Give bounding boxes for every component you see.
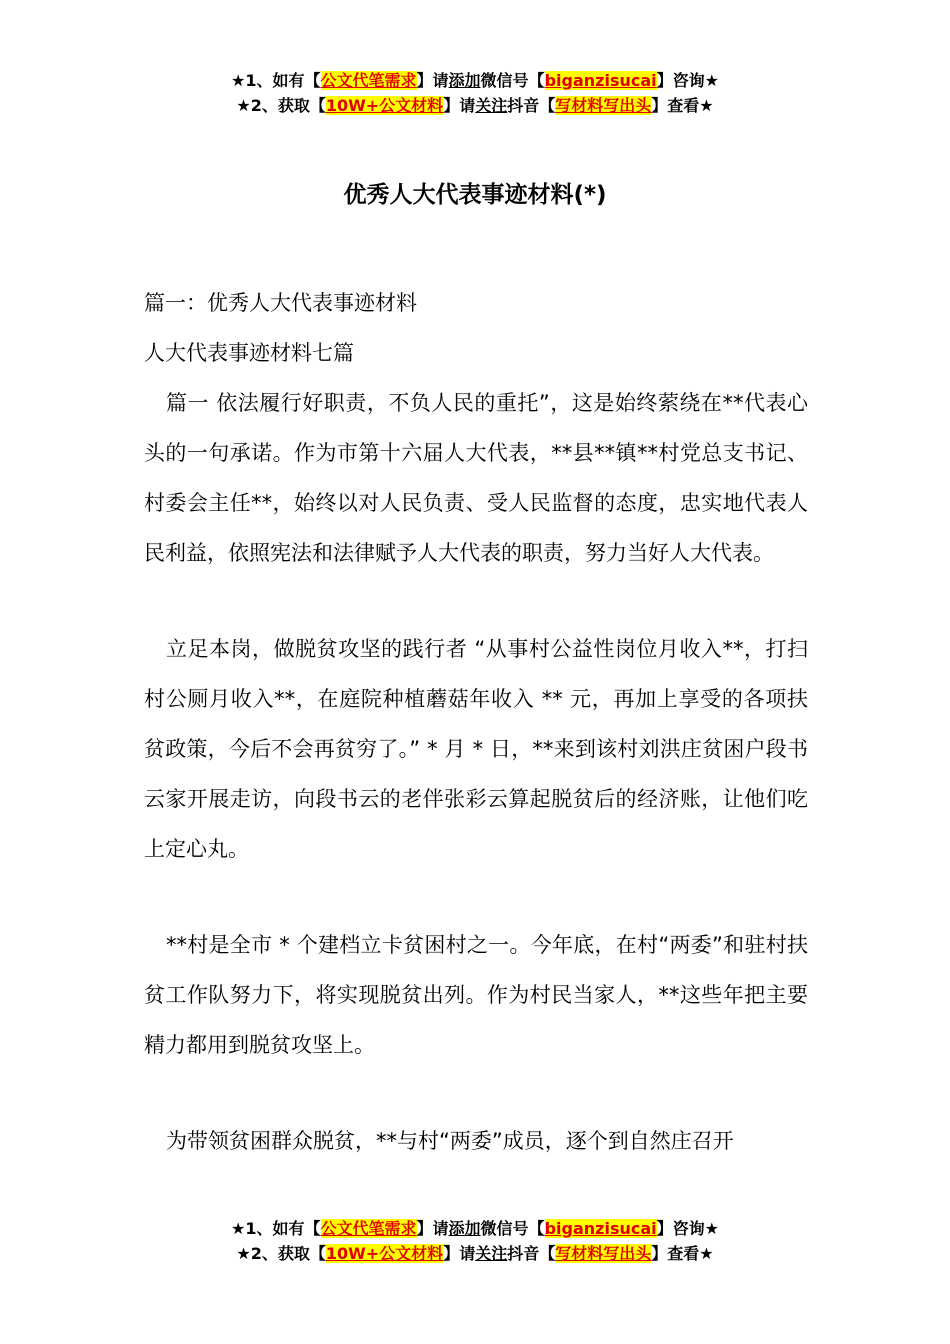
promo-text: 】请: [416, 1219, 449, 1238]
promo-emphasis: 添加: [448, 71, 481, 90]
promo-highlight: biganzisucai: [544, 1219, 657, 1238]
promo-highlight: biganzisucai: [544, 71, 657, 90]
promo-highlight: 公文代笔需求: [320, 71, 417, 90]
section-heading: 篇一：优秀人大代表事迹材料: [144, 291, 417, 315]
document-title: 优秀人大代表事迹材料(*): [343, 182, 607, 208]
promo-text: 抖音【: [507, 1244, 556, 1263]
document-body: [144, 278, 808, 1166]
promo-emphasis: 添加: [448, 1219, 481, 1238]
promo-text: ★1、如有【: [231, 1219, 321, 1238]
promo-line-1: [0, 1216, 950, 1241]
promo-highlight: 写材料写出头: [555, 96, 652, 115]
body-paragraph: 立足本岗，做脱贫攻坚的践行者 “从事村公益性岗位月收入**，打扫村公厕月收入**，在庭院种植蘑菇年收入 ** 元，再加上享受的各项扶贫政策，今后不会再贫穷了。” * 月 * 日，**来到该村刘洪庄贫困户段书云家开展走访，向段书云的老伴张彩云算起脱贫后的经济账，让他们吃上定心丸。: [144, 637, 808, 861]
promo-text: 】请: [416, 71, 449, 90]
body-paragraph: **村是全市 * 个建档立卡贫困村之一。今年底，在村“两委”和驻村扶贫工作队努力下，将实现脱贫出列。作为村民当家人，**这些年把主要精力都用到脱贫攻坚上。: [144, 933, 808, 1057]
promo-text: 】查看★: [651, 1244, 714, 1263]
promo-banner-bottom: [0, 1216, 950, 1266]
promo-text: 】请: [443, 1244, 476, 1263]
promo-highlight: 10W+公文材料: [325, 1244, 444, 1263]
promo-line-2: [0, 1241, 950, 1266]
promo-highlight: 10W+公文材料: [325, 96, 444, 115]
promo-banner-top: [0, 68, 950, 118]
promo-text: 】咨询★: [656, 1219, 719, 1238]
promo-line-1: [0, 68, 950, 93]
body-paragraph: 篇一 依法履行好职责，不负人民的重托”，这是始终萦绕在**代表心头的一句承诺。作为市第十六届人大代表，**县**镇**村党总支书记、村委会主任**，始终以对人民负责、受人民监督的态度，忠实地代表人民利益，依照宪法和法律赋予人大代表的职责，努力当好人大代表。: [144, 391, 808, 565]
promo-text: ★1、如有【: [231, 71, 321, 90]
promo-text: ★2、获取【: [236, 1244, 326, 1263]
promo-text: 】请: [443, 96, 476, 115]
promo-text: ★2、获取【: [236, 96, 326, 115]
promo-text: 微信号【: [480, 71, 545, 90]
promo-emphasis: 关注: [475, 96, 508, 115]
promo-text: 】咨询★: [656, 71, 719, 90]
promo-highlight: 公文代笔需求: [320, 1219, 417, 1238]
promo-text: 】查看★: [651, 96, 714, 115]
section-subheading: 人大代表事迹材料七篇: [144, 341, 354, 365]
promo-text: 微信号【: [480, 1219, 545, 1238]
promo-highlight: 写材料写出头: [555, 1244, 652, 1263]
promo-line-2: [0, 93, 950, 118]
promo-text: 抖音【: [507, 96, 556, 115]
promo-emphasis: 关注: [475, 1244, 508, 1263]
body-paragraph: 为带领贫困群众脱贫，**与村“两委”成员，逐个到自然庄召开: [166, 1129, 734, 1153]
